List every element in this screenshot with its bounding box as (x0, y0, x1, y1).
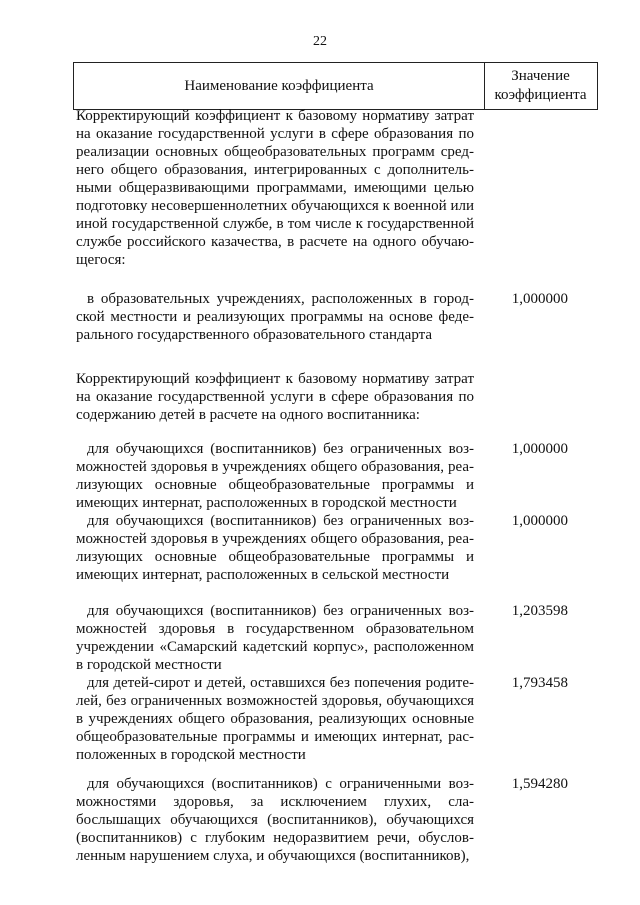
text-line: Корректирующий коэффициент к базовому нормативу затрат (76, 108, 474, 124)
text-line: иной государственной службе, в том числе к государственной (76, 216, 474, 232)
text-line: имеющих интернат, расположенных в сельской местности (76, 567, 450, 583)
text-line: ленным нарушением слуха, и обучающихся (воспитанников), (76, 848, 470, 864)
text-line: лизующих основные общеобразовательные программы и (76, 477, 474, 493)
text-line: него общего образования, интегрированных с дополнитель- (76, 162, 474, 178)
table-row-text (76, 440, 474, 512)
table-row-text (76, 775, 474, 865)
text-line: реализации основных общеобразовательных программ сред- (76, 144, 474, 160)
text-line: в городской местности (76, 657, 222, 673)
text-line: можностей здоровья в учреждениях общего образования, реа- (76, 459, 474, 475)
text-line: можностей здоровья в учреждениях общего образования, реа- (76, 531, 474, 547)
text-line: на оказание государственной услуги в сфере образования по (76, 389, 474, 405)
text-line: лизующих основные общеобразовательные программы и (76, 549, 474, 565)
table-row-text (76, 290, 474, 344)
text-line: на оказание государственной услуги в сфере образования по (76, 126, 474, 142)
coefficient-value: 1,000000 (511, 441, 568, 457)
text-line: общеобразовательные программы и имеющих интернат, рас- (76, 729, 474, 745)
text-line: для обучающихся (воспитанников) без ограниченных воз- (87, 513, 474, 529)
coefficient-value: 1,793458 (511, 675, 568, 691)
table-header (73, 62, 598, 110)
table-row-text (76, 602, 474, 674)
table-row-text (76, 512, 474, 584)
text-line: для детей-сирот и детей, оставшихся без попечения родите- (87, 675, 474, 691)
text-line: для обучающихся (воспитанников) с ограниченными воз- (87, 776, 474, 792)
table-row-text (76, 370, 474, 424)
coefficient-value: 1,203598 (511, 603, 568, 619)
coefficient-value: 1,000000 (511, 513, 568, 529)
header-value-line2: коэффициента (494, 87, 587, 103)
text-line: (воспитанников) с глубоким недоразвитием речи, обуслов- (76, 830, 474, 846)
text-line: можностями здоровья, за исключением глухих, сла- (76, 794, 474, 810)
text-line: ными общеразвивающими программами, имеющими целью (76, 180, 474, 196)
text-line: содержанию детей в расчете на одного воспитанника: (76, 407, 420, 423)
text-line: можностей здоровья в государственном образовательном (76, 621, 474, 637)
text-line: положенных в городской местности (76, 747, 306, 763)
page-number: 22 (313, 34, 327, 49)
text-line: Корректирующий коэффициент к базовому нормативу затрат (76, 371, 474, 387)
header-name-column: Наименование коэффициента (74, 63, 485, 109)
text-line: щегося: (76, 252, 126, 268)
text-line: рального государственного образовательного стандарта (76, 327, 433, 343)
text-line: в образовательных учреждениях, расположенных в город- (87, 291, 474, 307)
text-line: имеющих интернат, расположенных в городской местности (76, 495, 457, 511)
text-line: для обучающихся (воспитанников) без ограниченных воз- (87, 603, 474, 619)
text-line: в учреждениях общего образования, реализующих основные (76, 711, 474, 727)
coefficient-value: 1,000000 (511, 291, 568, 307)
text-line: учреждении «Самарский кадетский корпус», расположенном (76, 639, 474, 655)
coefficient-value: 1,594280 (511, 776, 568, 792)
header-value-column (484, 63, 597, 109)
text-line: бослышащих обучающихся (воспитанников), обучающихся (76, 812, 474, 828)
text-line: для обучающихся (воспитанников) без ограниченных воз- (87, 441, 474, 457)
header-value-line1: Значение (511, 68, 570, 84)
text-line: ской местности и реализующих программы на основе феде- (76, 309, 474, 325)
table-row-text (76, 674, 474, 764)
text-line: подготовку несовершеннолетних обучающихся к военной или (76, 198, 474, 214)
table-row-text (76, 107, 474, 269)
text-line: лей, без ограниченных возможностей здоровья, обучающихся (76, 693, 474, 709)
text-line: службе российского казачества, в расчете на одного обучаю- (76, 234, 474, 250)
